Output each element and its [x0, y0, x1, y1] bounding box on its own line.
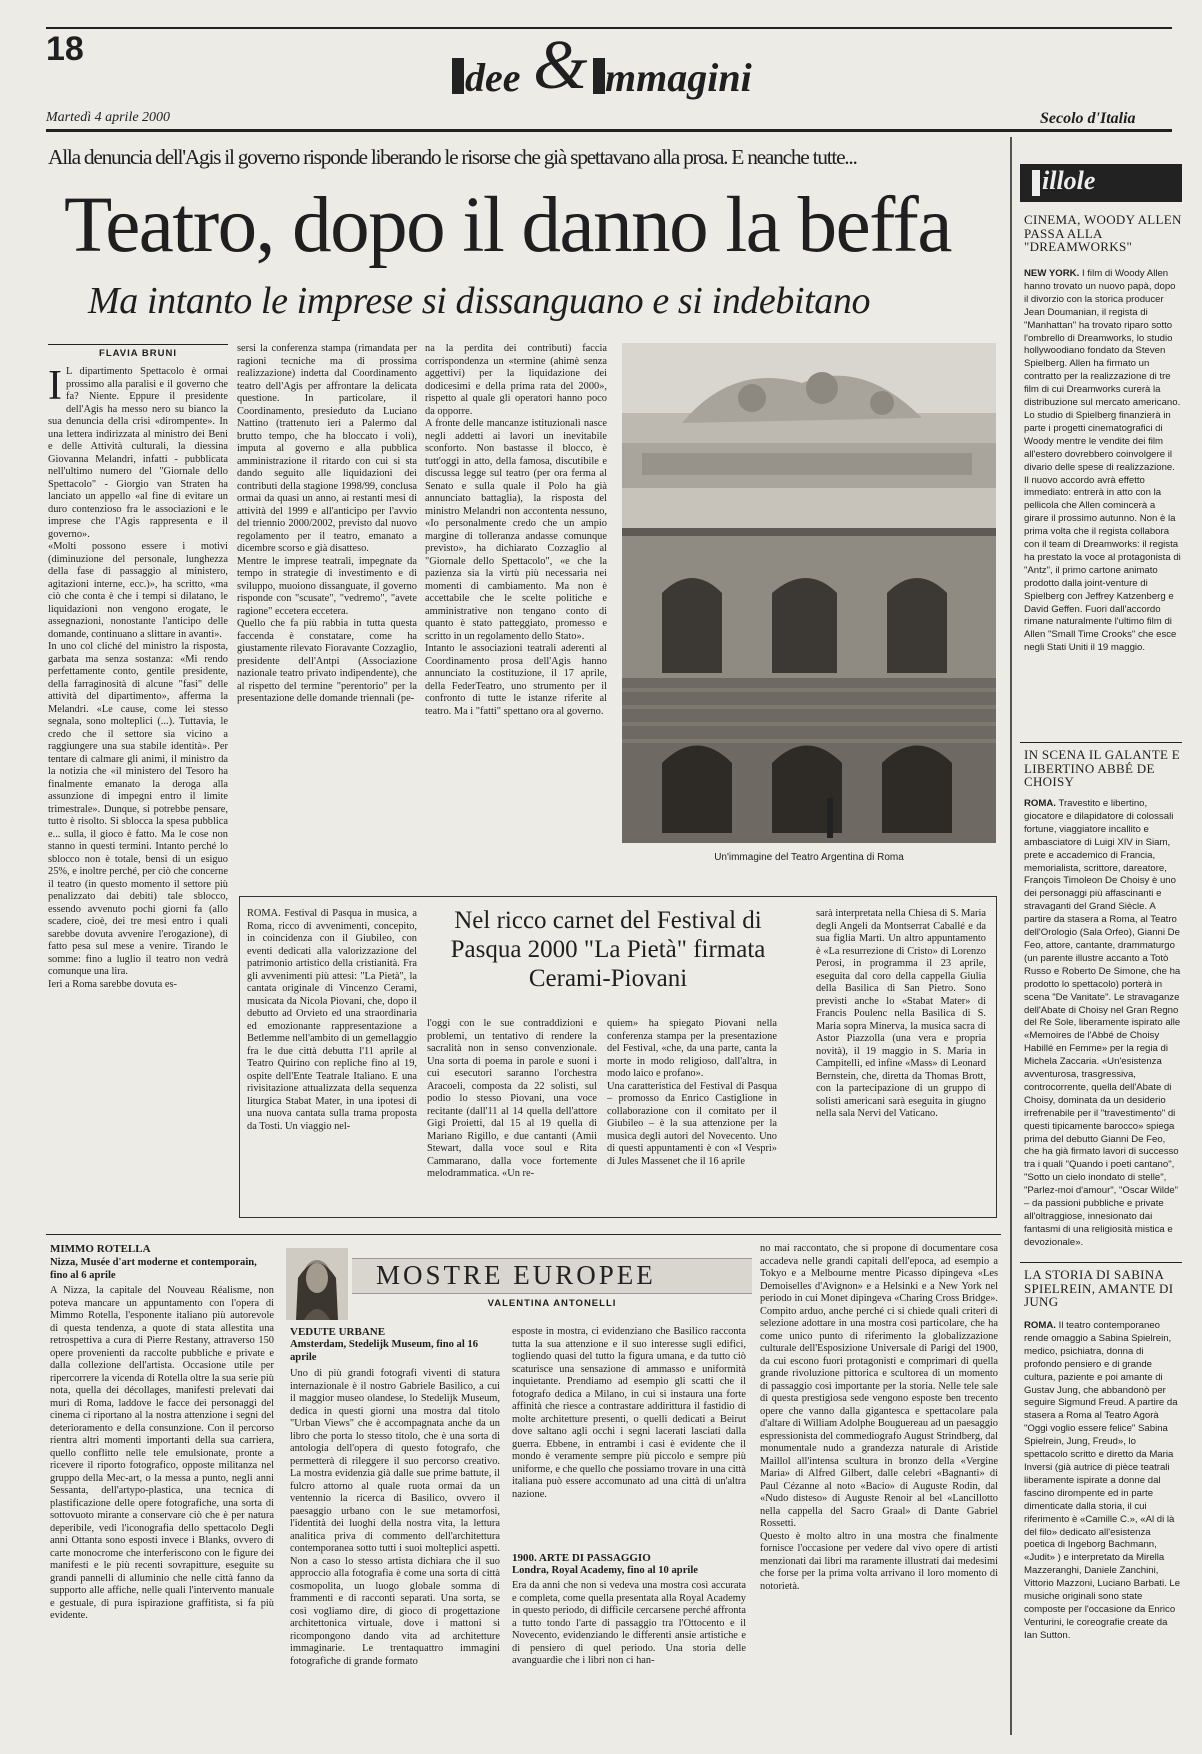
- section-title: [447, 28, 807, 108]
- pillola-choisy-text: Travestito e libertino, giocatore e dilapidatore di colossali fortune, viaggiatore incallito e ambasciatore di Luigi XIV in Siam, prete e accademico di Francia, memorialista, scrittore, dareatore, François Timoleon De Choisy è uno dei personaggi più affascinanti e stravaganti del Grand Siècle. A partire da stasera a Roma, al Teatro dell'Orologio (Sala Orfeo), Gianni De Feo, attore, cantante, drammaturgo (un parente illustre accanto a Totò Russo e Roberto De Simone, che ha prodotto lo spettacolo) porterà in scena "De Vanitate". Le stravaganze dell'Abate di Choisy nel Gran Regno del Re Sole, liberamente ispirato alle «Memoires de l'Abbé de Choisy Habillé en Femme» per la regia di Michela Zaccaria. «Un'esistenza avventurosa, trasgressiva, controcorrente, quella dell'Abate di Choisy, dominata da un desiderio irrefrenabile per il "travestimento" di questi tipicamente barocco» spiega prima del debutto Gianni De Feo, che ha già firmato lavori di successo tra i quali "Quando i poeti cantano", "Sotto un cielo inondato di stelle", "Parlez-moi d'amour", "Oscar Wilde" – da passioni pubbliche e private all'oltraggiose, innesionato dai fantasmi di una religiosità mistica e devozionale».: [1024, 798, 1181, 1248]
- section-title-right: mmagini: [605, 55, 752, 100]
- mostre-column-2a: esposte in mostra, ci evidenziano che Basilico racconta tutta la sua attenzione e il suo interesse sugli edifici, togliendo quasi del tutto la figura umana, e da tutto ciò scaturisce una sensazione di ammasso e uniformità inquietante. Prendiamo ad esempio gli scatti che il fotografo dedica a Milano, in cui si instaura una forte affinità che riesce a contrastare addirittura il fastidio di molte architetture presenti, o quelli dedicati a Beirut dove saltano agli occhi i segni lacerati lasciati dalla guerra. Ebbene, in entrambi i casi è evidente che il mondo è veramente sempre più piccolo e sempre più uniforme, e che quello che possiamo trovare in una città italiana può essere accomunato ad una città di un'altra nazione.: [512, 1326, 746, 1500]
- drop-cap: I: [48, 366, 62, 409]
- article-title: Teatro, dopo il danno la beffa: [64, 182, 951, 269]
- article-subtitle: Ma intanto le imprese si dissanguano e si indebitano: [88, 280, 871, 322]
- article-byline: [48, 344, 228, 359]
- section-title-bar-2: [593, 58, 605, 94]
- mostre-column-2b: Era da anni che non si vedeva una mostra così accurata e completa, come quella presentata alla Royal Academy in questo periodo, di difficile cercarsene perché affronta a tutto tondo l'arte di passaggio tra l'Ottocento e il Novecento, evidenziando le differenti ansie artistiche e di pensiero di quel periodo. Una storia delle avanguardie che i libri non ci han-: [512, 1580, 746, 1666]
- pillole-header: [1020, 164, 1182, 202]
- mostre-s1-head: VEDUTE URBANE: [290, 1326, 386, 1338]
- article-column-3: na la perdita dei contributi) faccia corrispondenza un «termine (ahimè senza aggettivi) per la liquidazione dei dodicesimi e della prima rata del 2000», rispetto al quale gli operatori hanno poco da opporre. A fronte delle mancanze istituzionali nasce negli addetti ai lavori un inevitabile sconforto. Non bastasse il blocco, è tutt'oggi in atto, della famosa, discutibile e discussa legge sul teatro (per ora ferma al Senato e sulla quale il Polo ha già annunciato battaglia), la risposta del ministro Melandri non accontenta nessuno, «Io personalmente credo che un ampio margine di tolleranza andasse comunque previsto», ha dichiarato Cozzaglio al "Giornale dello Spettacolo", «e che la pazienza sia la virtù più necessaria nei momenti di cambiamento. Ma non è accettabile che le scelte politiche e amministrative non tengano conto di quanto è stato patteggiato, promesso e scritto in un regolamento dello Stato». Intanto le associazioni teatrali aderenti al Coordinamento prosa dell'Agis hanno annunciato la costituzione, il 17 aprile, della FederTeatro, uno strumento per il confronto di tutte le istanze riferite al teatro. Ma i "fatti" spettano ora al governo.: [425, 343, 607, 717]
- issue-date: Martedì 4 aprile 2000: [46, 110, 171, 125]
- mimmo-sub: Nizza, Musée d'art moderne et contemporain, fino al 6 aprile: [50, 1257, 257, 1281]
- pillola-woody: [1024, 213, 1182, 254]
- pillola-choisy-body: [1024, 798, 1182, 1256]
- mostre-s1-sub: Amsterdam, Stedelijk Museum, fino al 16 aprile: [290, 1339, 479, 1363]
- festival-column-4: sarà interpretata nella Chiesa di S. Maria degli Angeli da Montserrat Caballé e da sua figlia Martì. Un altro appuntamento è «La resurrezione di Cristo» di Lorenzo Perosi, in programma il 23 aprile, eseguita dal coro della cappella Giulia della Basilica di San Pietro. Sono previsti anche lo «Stabat Mater» di Francis Poulenc nella Basilica di S. Maria sopra Minerva, la musica sacra di Astor Piazzolla (una vera e propria novità), il 19 maggio in S. Maria in Campitelli, ed infine «Mass» di Leonard Bernstein, che, diretta da Thomas Brott, con la partecipazione di un gruppo di solisti americani sarà eseguita in giugno nella sala Nervi del Vaticano.: [816, 908, 986, 1119]
- mostre-banner-title: MOSTRE EUROPEE: [376, 1260, 656, 1290]
- mostre-column-1: Uno di più grandi fotografi viventi di statura internazionale è il nostro Gabriele Basilico, a cui il maggior museo olandese, lo Stedelijk Museum, dedica in questi giorni una mostra dal titolo "Urban Views" che è accompagnata anche da un libro che porta lo stesso titolo, che è una sorta di antologia dell'opera di questo fotografo, che permetterà di rileggere il suo percorso creativo. La mostra evidenzia già dalle sue prime battute, il fulcro attorno al quale ruota ormai da un ventennio la ricerca di Basilico, ovvero il paesaggio urbano con le sue metamorfosi, l'identità dei luoghi della nostra vita, la lettura analitica priva di commento dell'architettura contemporanea sotto tutti i suoi molteplici aspetti. Non a caso lo stesso artista dichiara che il suo approccio alla fotografia è come una sorta di città cosmopolita, un luogo globale somma di frammenti e di racconti separati. Una sorta, se così vogliamo dire, di gioco di progettazione architettonica virtuale, dove i mattoni si ricompongono dando vita ad architetture immaginarie. Le trentaquattro immagini fotografiche di grande formato: [290, 1368, 500, 1667]
- pillola-choisy-head: IN SCENA IL GALANTE E LIBERTINO ABBÉ DE CHOISY: [1024, 747, 1181, 789]
- article-column-2: sersi la conferenza stampa (rimandata per ragioni tecniche ma di prossima realizzazione) indetta dal Coordinamento teatro dell'Agis per affrontare la delicata questione. In particolare, il Coordinamento, presieduto da Luciano Nattino (trattenuto ieri a Palermo dal brutto tempo, che ha bloccato i voli), imputa al governo e alla pubblica amministrazione il ritardo con cui si sta dando seguito alle liquidazioni dei contributi della stagione 1998/99, conclusa ormai da quasi un anno, ai restanti mesi di attività del 1999 e all'anticipo per l'avvio del triennio 2000/2002, previsto dal nuovo regolamento per il teatro, emanato a dicembre scorso e già disatteso. Mentre le imprese teatrali, impegnate da tempo in strategie di investimento e di sviluppo, muoiono dissanguate, il governo risponde con "scusate", "vedremo", "avete ragione" eccetera eccetera. Quello che fa più rabbia in tutta questa faccenda è constatare, come ha giustamente rilevato Fioravante Cozzaglio, presidente dell'Antpi (Associazione nazionale teatro privato indipendente), che al rispetto del termine "perentorio" per la presentazione delle domande triennali (pe-: [237, 343, 417, 704]
- pillole-header-bar: [1032, 170, 1040, 196]
- pillola-choisy-lead: ROMA.: [1024, 798, 1056, 809]
- mostre-column-3: no mai raccontato, che si propone di documentare cosa accadeva nelle grandi capitali dell'epoca, ad esempio a Tokyo e a Melbourne mentre Picasso dipingeva «Les Demoiselles d'Avignon» e a Helsinki e a New York nel periodo in cui Monet dipingeva «Charing Cross Bridge». Compito arduo, anche perché ci si chiede quali criteri di selezione adottare in una mostra così particolare, che ha come unico punto di riferimento la globalizzazione culturale dell'Esposizione Universale di Parigi del 1900, da cui escono fuori protagonisti e comprimari di quella grande rivoluzione pittorica e scultorea di un momento di passaggio così importante per la storia. Nelle tele sale di questa prestigiosa sede vengono esposte ben trecento opere che vanno dalla gigantesca e spettacolare pala d'altare di William Adolphe Bouguereau ad un paesaggio espressionista del commediografo August Strindberg, dal monumentale nudo a grandezza naturale di Aristide Maillol all'intensa scultura in bronzo della «Vergine Maria» di Alfred Gilbert, dalle celebri «Bagnanti» di Paul Cézanne al noto «Bacio» di Auguste Rodin, dal «Nudo disteso» di Auguste Renoir al bel «Lancillotto nella cappella del Sacro Graal» di Dante Gabriel Rossetti. Questo è molto altro in una mostra che finalmente fornisce l'occasione per vedere dal vivo opere di artisti menzionati dai libri ma raramente illustrati dai medesimi che forse per la prima volta arrivano il loro momento di notorietà.: [760, 1243, 998, 1592]
- pillola-woody-head: CINEMA, WOODY ALLEN PASSA ALLA "DREAMWORKS": [1024, 212, 1182, 254]
- photo-caption: Un'immagine del Teatro Argentina di Roma: [714, 852, 904, 863]
- mimmo-body: A Nizza, la capitale del Nouveau Réalisme, non poteva mancare un appuntamento con l'opera di Mimmo Rotella, l'esponente italiano più autorevole di questa tendenza, a quote di stata allestita una retrospettiva a cura di Pierre Restany, attraverso 150 opere provenienti da raccolte pubbliche e private e dalla collezione dell'artista. Occasione utile per ripercorrere la vicenda di Rotella oltre la sua serie più nota, quella dei décollages, manifesti prelevati dai muri di Roma, laddove le facce dei personaggi del cinema ci riportano al la nostra attenzione i segni del deterioramento e della consunzione. Con il percorso rientra altri momenti importanti della sua carriera, quello conflitto nelle tele emulsionate, pronte a ricevere il riporto fotografico, opposte militanza nel gruppo della Mec-art, o la messa a punto, negli anni Sessanta, dell'artypo-plastica, una tecnica di plastificazione delle opere fotografiche, una sorta di sottovuoto mirante a conservare ciò che è per natura deperibile, vedi l'iconografia dello spettacolo Degli anni Ottanta sono esposti invece i Blanks, ovvero di carte monocrome che interferiscono con le figure dei manifesti e le più recenti sovrapitture, eseguite su grandi pannelli di alluminio che nelle città fanno da supporto alle affiche, nelle quali l'intervento manuale e gestuale, di pura ispirazione graffitista, si fa più evidente.: [50, 1285, 274, 1621]
- pillola-spielrein: [1024, 1268, 1182, 1309]
- section-title-left: dee: [465, 55, 521, 100]
- pillole-header-text: illole: [1042, 166, 1096, 195]
- article-column-1-text: L dipartimento Spettacolo è ormai prossimo alla paralisi e il governo che fa? Niente. Eppure il presidente dell'Agis ha messo nero su bianco la sua denuncia della crisi «dirompente». In una lettera indirizzata al ministro dei Beni e delle Attività culturali, la diessina Giovanna Melandri, infatti - pubblicata nell'ultimo numero del "Giornale dello Spettacolo" - Giorgio van Straten ha lanciato un appello «al fine di evitare un duro contenzioso fra le associazioni e le imprese che l'Agis rappresenta e il governo». «Molti possono essere i motivi (diminuzione del personale, lunghezza della fase di passaggio al ministero, agitazioni interne, ecc.)», ha scritto, «ma ciò che conta è che i tempi si dilatano, le liquidazioni non vengono erogate, le assegnazioni, nonostante l'anticipo delle domande, continuano a slittare in avanti». In uno col cliché del ministro la risposta, garbata ma senza sostanza: «Mi rendo perfettamente conto, gentile presidente, della farraginosità di alcune "fasi" delle attività del dipartimento», afferma la Melandri. «Le cause, come lei stesso segnala, sono molteplici (...). Tuttavia, le credo che il settore sia vicino a raggiungere una sua stabile identità». Per tentare di calmare gli animi, il ministro da la notizia che «il ministero del Tesoro ha finalmente emanato la deroga alla assunzione di impegni entro il limite trimestrale». Dunque, si potrebbe pensare, tutto è risolto. Si sblocca la spesa pubblica e... sulla, il gioco è fatto. Ma le cose non stanno in questi termini. Intanto perché lo sblocco non è totale, bensì di un esiguo 25%, e inoltre perché, per ciò che concerne il teatro (in questo momento il settore più penalizzato dai debiti) tale sblocco, essendo avvenuto pochi giorni fa (allo scadere, cioè, dei tre mesi entro i quali sarebbe dovuta avvenire l'erogazione), di fatto pesa sul mese a venire. Tirando le somme: fino a luglio il teatro non vedrà comunque una lira. Ieri a Roma sarebbe dovuta es-: [48, 366, 228, 990]
- festival-title: Nel ricco carnet del Festival di Pasqua 2000 "La Pietà" firmata Cerami-Piovani: [450, 907, 766, 992]
- sidebar-divider: [1010, 137, 1012, 1735]
- mostre-banner: [286, 1248, 754, 1320]
- page-number: 18: [46, 30, 84, 68]
- pillola-choisy: [1024, 748, 1182, 789]
- section-title-amp: &: [533, 27, 588, 104]
- article-column-1: [48, 366, 228, 1216]
- pillola-woody-lead: NEW YORK.: [1024, 268, 1080, 279]
- pillola-woody-body: [1024, 268, 1182, 728]
- festival-column-2: l'oggi con le sue contraddizioni e problemi, un tentativo di rendere la sacralità non in senso convenzionale. Una sorta di poema in parole e suoni i cui esecutori saranno l'orchestra Aracoeli, composta da 22 solisti, sul podio lo stesso Piovani, una voce recitante (dall'11 al 14 quella dell'attore Gigi Proietti, dal 15 al 19 quella di Mariano Rigillo, e due cantanti (Amii Stewart, dalla voce soul e Rita Cammarano, dalla voce fortemente melodrammatica. «Un re-: [427, 1018, 597, 1179]
- section-title-bar-1: [452, 58, 464, 94]
- mostre-s2-sub: Londra, Royal Academy, fino al 10 aprile: [512, 1565, 698, 1576]
- pillola-spielrein-text: Il teatro contemporaneo rende omaggio a Sabina Spielrein, medico, psichiatra, donna di profondo pensiero e di grande cultura, paziente e poi amante di Gustav Jung, che abbandonò per seguire Sigmund Freud. A partire da stasera a Roma al Teatro Agorà "Oggi voglio essere felice" Sabina Spielrein, Jung, Freud», lo spettacolo scritto e diretto da Maria Inversi (già autrice di pièce teatrali liberamente ispirate a donne dal fascino dirompente ed in parte dimenticate dalla storia, il cui riferimento è «Camille C.», «Al di là del filo» dedicato all'esistenza poetica di Ingeborg Bachmann, «Judit» ) e interpretato da Mirella Mazzeranghi, Daniele Zanchini, Vittorio Mazzoni, Luciano Barbati. Le musiche originali sono state composte per l'occasione da Enrico Venturini, le coreografie create da Ian Sutton.: [1024, 1320, 1181, 1641]
- article-author: FLAVIA BRUNI: [99, 348, 177, 359]
- mostre-s2-head: 1900. ARTE DI PASSAGGIO: [512, 1552, 651, 1564]
- bottom-section-rule: [46, 1234, 1001, 1235]
- teatro-facade-image: [622, 343, 996, 843]
- pillola-woody-text: I film di Woody Allen hanno trovato un nuovo papà, dopo il divorzio con la storica producer Jean Doumanian, il regista di "Manhattan" ha trovato riparo sotto l'ombrello di Dreamworks, lo studio hollywoodiano fondato da Steven Spielberg. Allen ha firmato un contratto per la realizzazione di tre film di cui Dreamworks curerà la distribuzione sul mercato americano. Lo studio di Spielberg finanzierà in parte i progetti cinematografici di Woody mentre le vendite dei film all'estero dovrebbero coinvolgere il divario delle spese di realizzazione. Il nuovo accordo avrà effetto immediato: entrerà in atto con la pellicola che Allen comincerà a girare il prossimo autunno. Non è la prima volta che il regista collabora con il team di Dreamworks: il regista ha prestato la voce al protagonista di "Antz", il primo cartone animato prodotto dalla joint-venture di Spielberg con Jeffrey Katzenberg e David Geffen. Fuori dall'accordo rimane naturalmente l'ultimo film di Allen "Small Time Crooks" che esce negli Stati Uniti il 19 maggio.: [1024, 268, 1181, 654]
- mimmo-head: MIMMO ROTELLA: [50, 1243, 151, 1255]
- pillola-spielrein-head: LA STORIA DI SABINA SPIELREIN, AMANTE DI JUNG: [1024, 1267, 1174, 1309]
- festival-column-1: ROMA. Festival di Pasqua in musica, a Roma, ricco di avvenimenti, concepito, in coincidenza con il Giubileo, con eventi dedicati alla valorizzazione del patrimonio artistico della cristianità. Fra gli avvenimenti più attesi: "La Pietà", la cantata originale di Vincenzo Cerami, musicata da Nicola Piovani, che, dopo il debutto ad Orvieto ed una straordinaria ed emozionante rappresentazione a Betlemme nell'ambito di un gemellaggio fra le due città debutta l'11 aprile al Teatro Quirino con repliche fino al 19, ospite dell'Ente Teatrale Italiano. E una rivisitazione attualizzata della sequenza liturgica Stabat Mater, in una ipotesi di una nuova cantata sulla trama proposta da Tosti. Un viaggio nel-: [247, 908, 417, 1132]
- article-kicker: Alla denuncia dell'Agis il governo risponde liberando le risorse che già spettavano alla prosa. E neanche tutte...: [48, 145, 857, 169]
- teatro-argentina-photo: [622, 343, 996, 843]
- pillole-divider-1: [1020, 742, 1182, 743]
- mostre-author: VALENTINA ANTONELLI: [487, 1298, 617, 1309]
- pillole-divider-2: [1020, 1262, 1182, 1263]
- pillola-spielrein-body: [1024, 1320, 1182, 1740]
- festival-column-3: quiem» ha spiegato Piovani nella conferenza stampa per la presentazione del Festival, «che, da una parte, canta la morte in modo religioso, dall'altra, in modo laico e profano». Una caratteristica del Festival di Pasqua – promosso da Enrico Castiglione in collaborazione con il comitato per il Giubileo – è la sua attenzione per la musica degli autori del Novecento. Uno di questi appuntamenti è con «I Vespri» di Jules Massenet che il 16 aprile: [607, 1018, 777, 1167]
- pillola-spielrein-lead: ROMA.: [1024, 1320, 1056, 1331]
- masthead: Secolo d'Italia: [1040, 110, 1136, 127]
- header-rule: [46, 129, 1172, 132]
- mona-lisa-icon: [286, 1248, 348, 1320]
